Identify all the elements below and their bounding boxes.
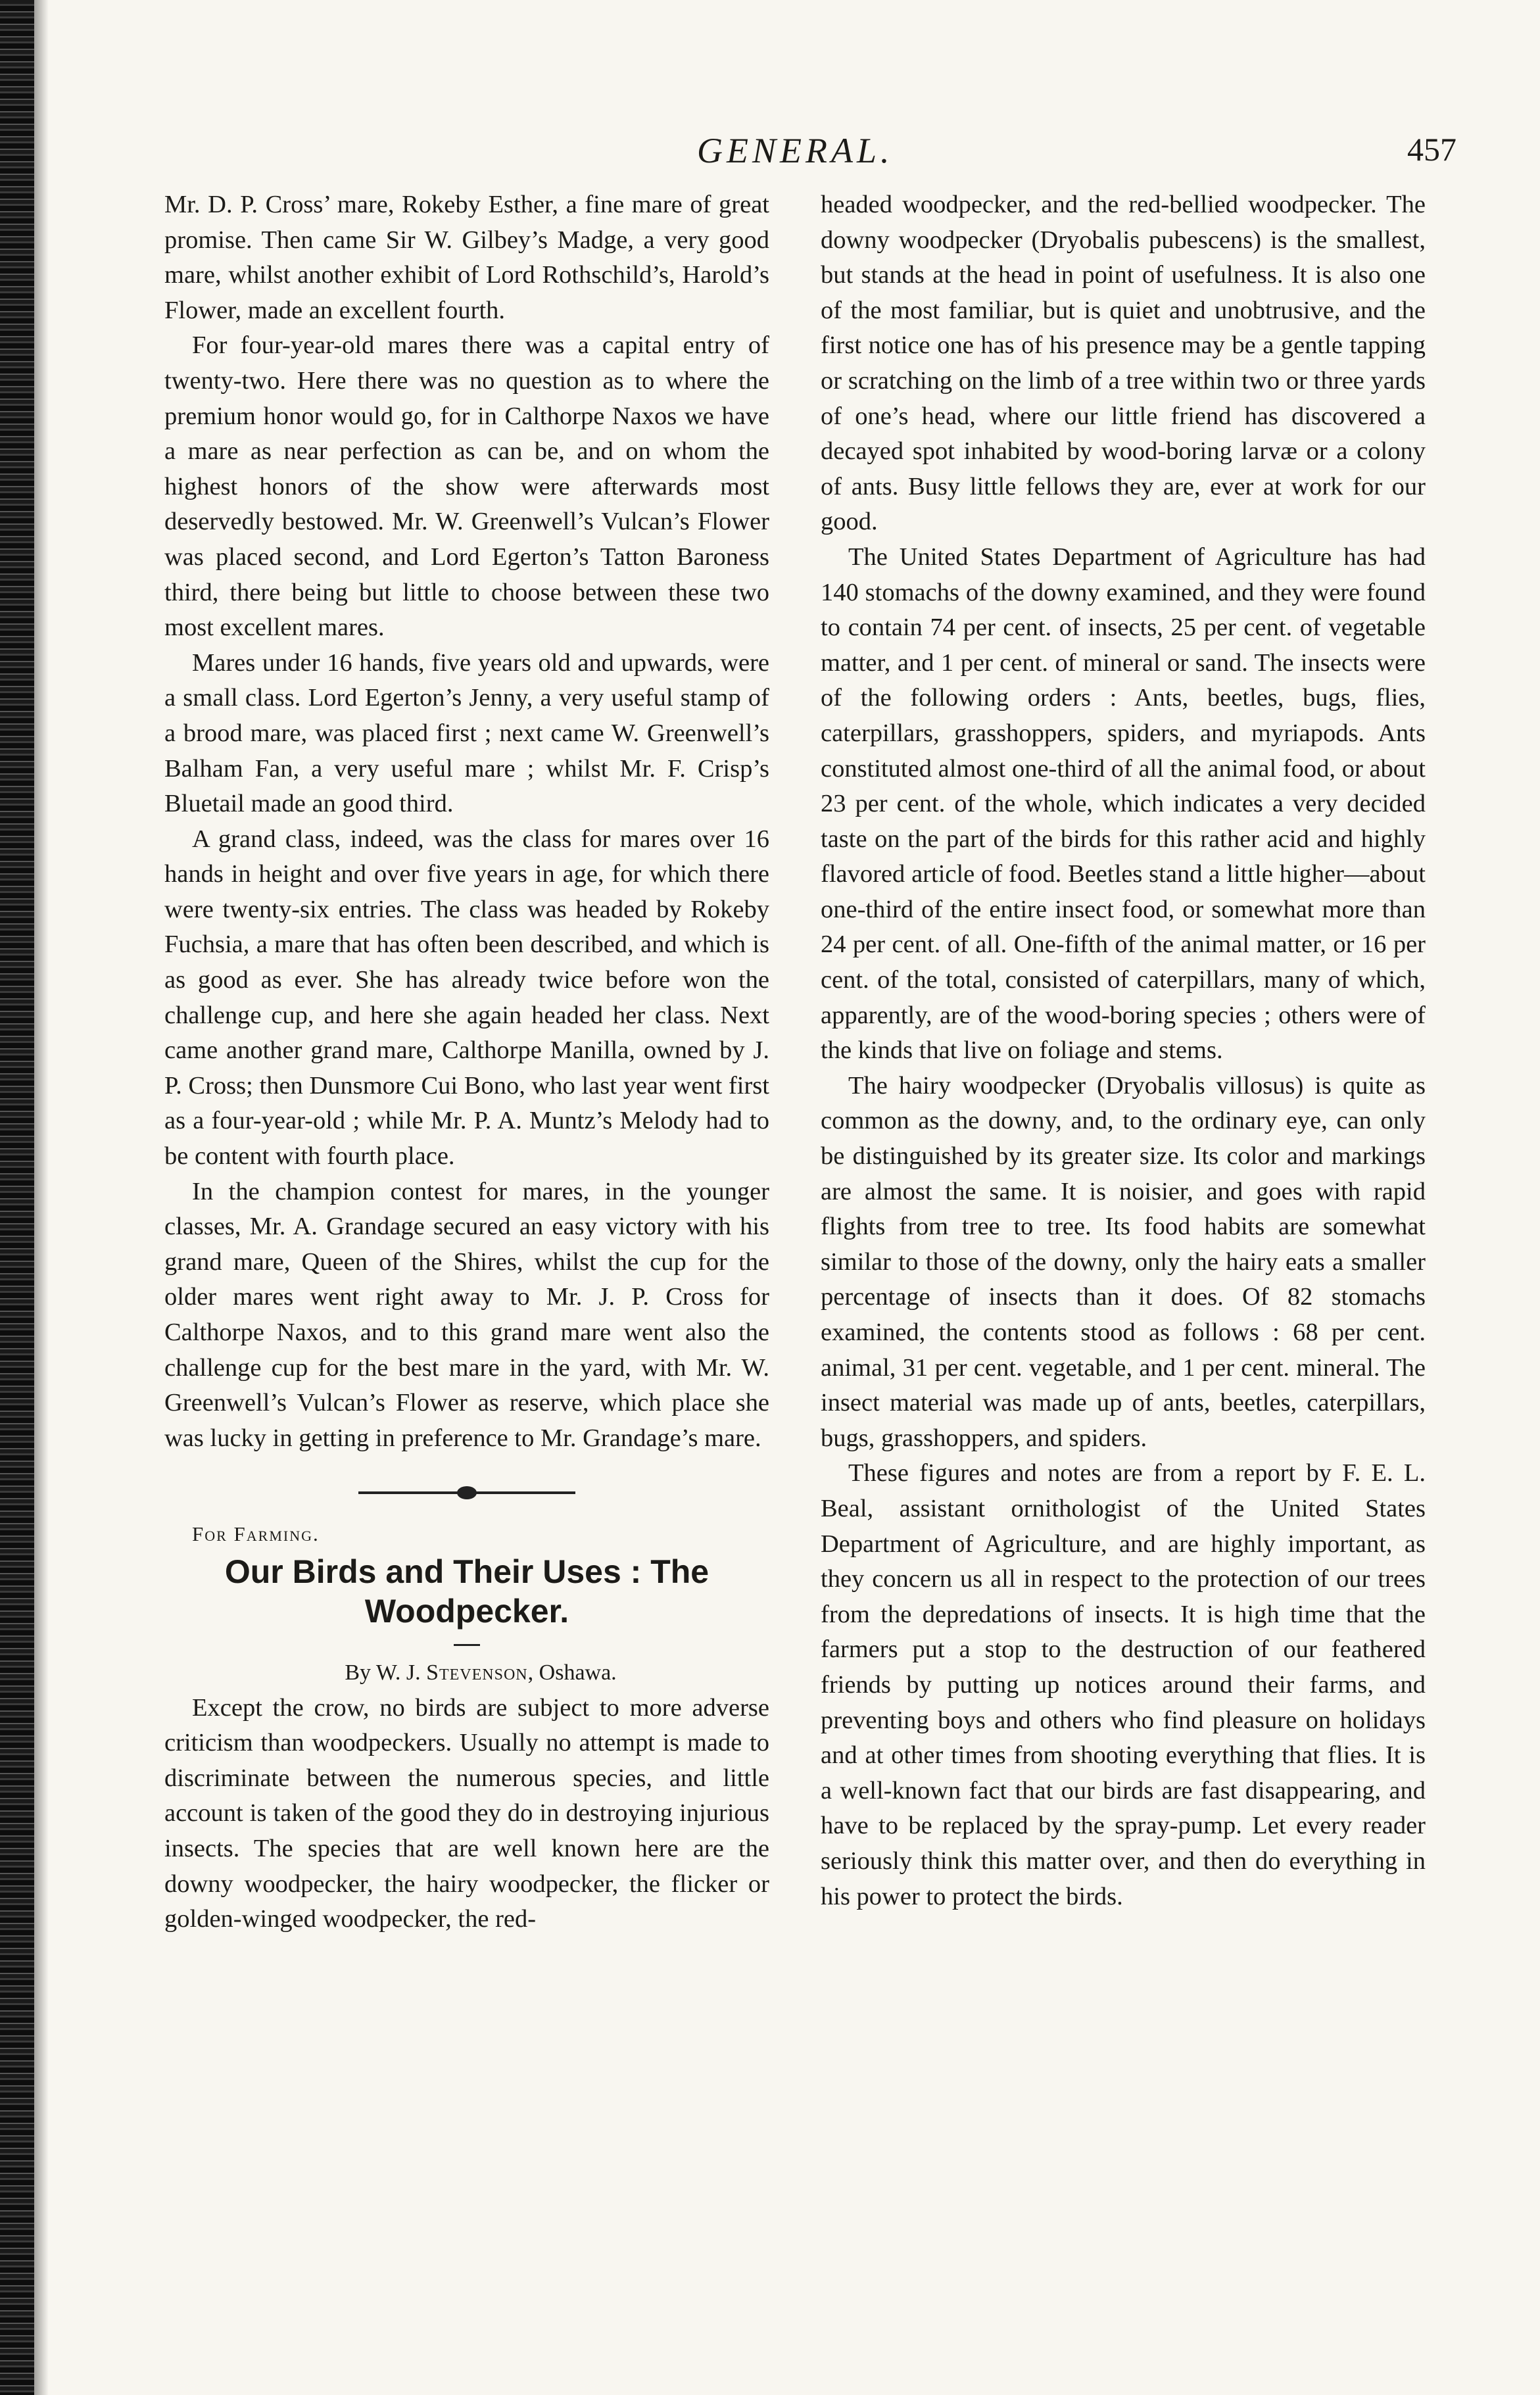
left-column bbox=[164, 187, 769, 1937]
section-label: For Farming. bbox=[192, 1522, 320, 1546]
article-title: Our Birds and Their Uses : The Woodpecker. bbox=[224, 1553, 710, 1630]
page-spine-shadow bbox=[34, 0, 49, 2395]
byline bbox=[164, 1655, 769, 1691]
paragraph: These figures and notes are from a report by F. E. L. Beal, assistant ornithologist of the United States Department of Agriculture, and are highly important, as they concern us all in respect to the protection of our trees from the depredations of insects. It is high time that the farmers put a stop to the destruction of our feathered friends by putting up notices around their farms, and preventing boys and others who find pleasure on holidays and at other times from shooting everything that flies. It is a well-known fact that our birds are fast disappearing, and have to be replaced by the spray-pump. Let every reader seriously think this matter over, and then do everything in his power to protect the birds. bbox=[821, 1459, 1426, 1910]
article-paragraph: Except the crow, no birds are subject to more adverse criticism than woodpeckers. Usually no attempt is made to discriminate between the numerous species, and little account is taken of the good they do in destroying injurious insects. The species that are well known here are the downy woodpecker, the hairy woodpecker, the flicker or golden-winged woodpecker, the red- bbox=[164, 1693, 769, 1933]
paragraph: The hairy woodpecker (Dryobalis villosus) is quite as common as the downy, and, to the ordinary eye, can only be distinguished by its greater size. Its color and markings are almost the same. It is noisier, and goes with rapid flights from tree to tree. Its food habits are somewhat similar to those of the downy, only the hairy eats a smaller percentage of insects than it does. Of 82 stomachs examined, the contents stood as follows : 68 per cent. animal, 31 per cent. vegetable, and 1 per cent. mineral. The insect material was made up of ants, beetles, caterpillars, bugs, grasshoppers, and spiders. bbox=[821, 1071, 1426, 1452]
paragraph: Mares under 16 hands, five years old and upwards, were a small class. Lord Egerton’s Jenny, a very useful stamp of a brood mare, was placed first ; next came W. Greenwell’s Balham Fan, a very useful mare ; whilst Mr. F. Crisp’s Bluetail made an good third. bbox=[164, 648, 769, 818]
byline-author: Stevenson bbox=[426, 1660, 528, 1685]
page-number: 457 bbox=[1407, 131, 1456, 168]
right-column bbox=[821, 187, 1426, 1914]
page-spine-binding bbox=[0, 0, 34, 2395]
paragraph: headed woodpecker, and the red-bellied woodpecker. The downy woodpecker (Dryobalis pubescens) is the smallest, but stands at the head in point of usefulness. It is also one of the most familiar, but is quiet and unobtrusive, and the first notice one has of his presence may be a gentle tapping or scratching on the limb of a tree within two or three yards of one’s head, where our little friend has discovered a decayed spot inhabited by wood-boring larvæ or a colony of ants. Busy little fellows they are, ever at work for our good. bbox=[821, 191, 1426, 536]
paragraph: In the champion contest for mares, in the younger classes, Mr. A. Grandage secured an easy victory with his grand mare, Queen of the Shires, whilst the cup for the older mares went right away to Mr. J. P. Cross for Calthorpe Naxos, and to this grand mare went also the challenge cup for the best mare in the yard, with Mr. W. Greenwell’s Vulcan’s Flower as reserve, which place she was lucky in getting in preference to Mr. Grandage’s mare. bbox=[164, 1177, 769, 1452]
divider-ornament bbox=[457, 1486, 477, 1499]
paragraph: Mr. D. P. Cross’ mare, Rokeby Esther, a fine mare of great promise. Then came Sir W. Gilbey’s Madge, a very good mare, whilst another exhibit of Lord Rothschild’s, Harold’s Flower, made an excellent fourth. bbox=[164, 191, 769, 324]
running-head: GENERAL. bbox=[697, 131, 894, 170]
paragraph: The United States Department of Agriculture has had 140 stomachs of the downy examined, and they were found to contain 74 per cent. of insects, 25 per cent. of vegetable matter, and 1 per cent. of mineral or sand. The insects were of the following orders : Ants, beetles, bugs, flies, caterpillars, grasshoppers, spiders, and myriapods. Ants constituted almost one-third of all the animal food, or about 23 per cent. of the whole, which indicates a very decided taste on the part of the birds for this rather acid and highly flavored article of food. Beetles stand a little higher—about one-third of the entire insect food, or somewhat more than 24 per cent. of all. One-fifth of the animal matter, or 16 per cent. of the total, consisted of caterpillars, many of which, apparently, are of the wood-boring species ; others were of the kinds that live on foliage and stems. bbox=[821, 543, 1426, 1065]
paragraph: A grand class, indeed, was the class for mares over 16 hands in height and over five years in age, for which there were twenty-six entries. The class was headed by Rokeby Fuchsia, a mare that has often been described, and which is as good as ever. She has already twice before won the challenge cup, and here she again headed her class. Next came another grand mare, Calthorpe Manilla, owned by J. P. Cross; then Dunsmore Cui Bono, who last year went first as a four-year-old ; while Mr. P. A. Muntz’s Melody had to be content with fourth place. bbox=[164, 825, 769, 1171]
paragraph: For four-year-old mares there was a capital entry of twenty-two. Here there was no question as to where the premium honor would go, for in Calthorpe Naxos we have a mare as near perfection as can be, and on whom the highest honors of the show were afterwards most deservedly bestowed. Mr. W. Greenwell’s Vulcan’s Flower was placed second, and Lord Egerton’s Tatton Baroness third, there being but little to choose between these two most excellent mares. bbox=[164, 331, 769, 642]
byline-place: , Oshawa. bbox=[527, 1660, 617, 1685]
byline-prefix: By W. J. bbox=[345, 1660, 421, 1685]
section-divider bbox=[358, 1491, 575, 1494]
title-rule bbox=[454, 1644, 480, 1646]
